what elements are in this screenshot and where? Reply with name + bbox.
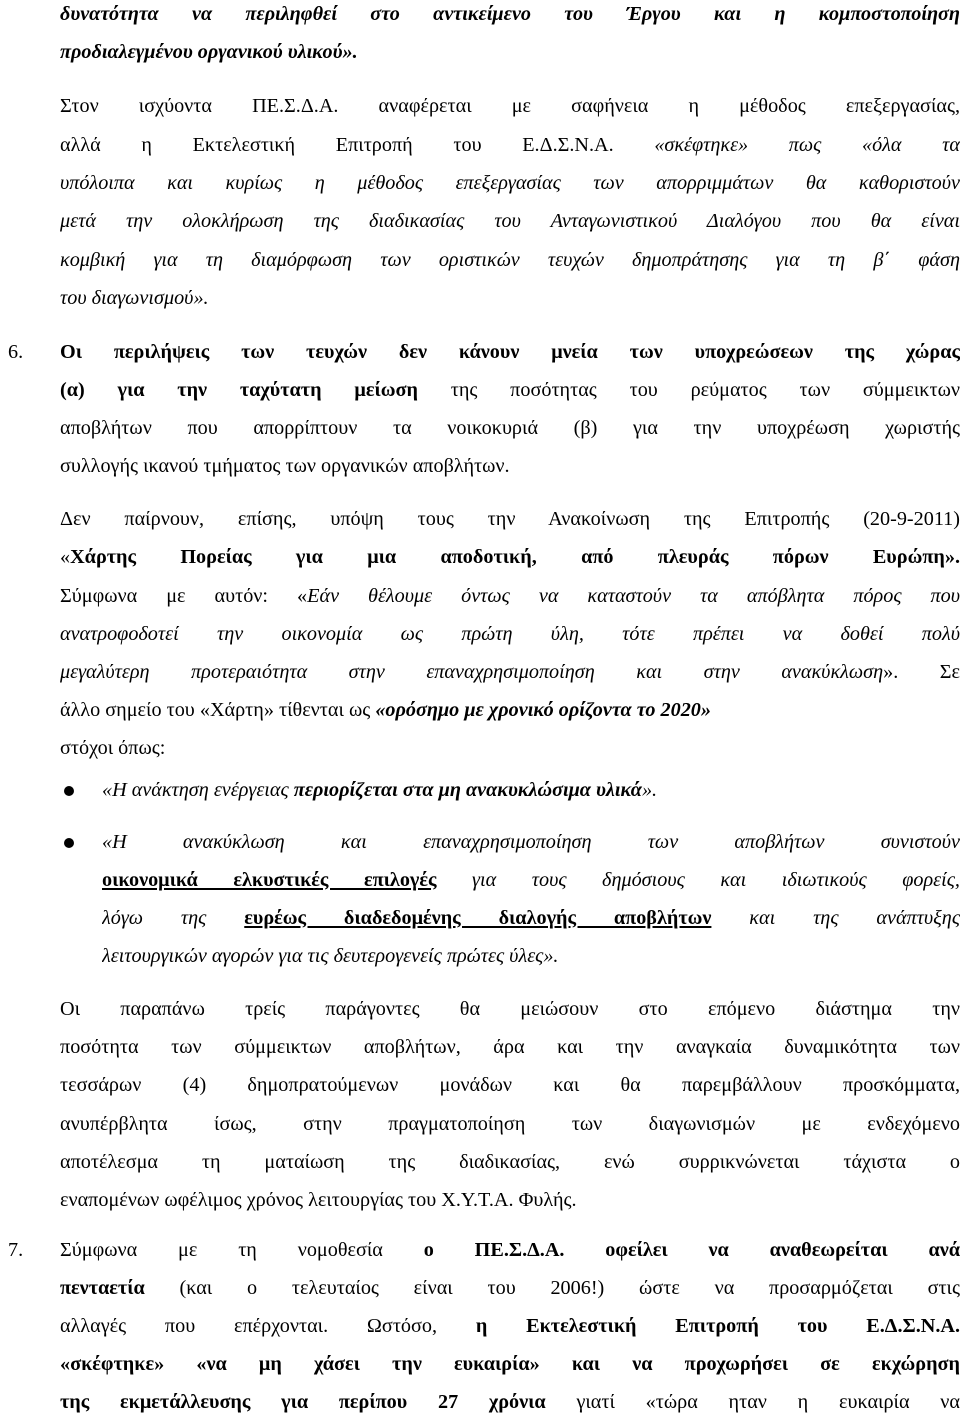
text-run: λόγω της [102, 907, 245, 929]
text-line: μετά την ολοκλήρωση της διαδικασίας του Ανταγωνιστικού Διαλόγου που θα είναι [60, 210, 960, 232]
text-line [60, 698, 960, 722]
text-run: (α) για την ταχύτατη μείωση [60, 379, 418, 401]
text-run: ο ΠΕ.Σ.Δ.Α. οφείλει να αναθεωρείται ανά [423, 1239, 960, 1261]
text-line: του διαγωνισμού». [60, 287, 209, 309]
text-line [60, 545, 960, 569]
text-line: ανατροφοδοτεί την οικονομία ως πρώτη ύλη, τότε πρέπει να δοθεί πολύ [60, 623, 960, 645]
text-line [102, 778, 960, 802]
text-line: «σκέφτηκε» «να μη χάσει την ευκαιρία» και να προχωρήσει σε εκχώρηση [60, 1353, 960, 1375]
text-run: για τους δημόσιους και ιδιωτικούς φορείς, [436, 869, 960, 891]
text-run: άλλο σημείο του «Χάρτη» τίθενται ως [60, 699, 376, 721]
text-run: οικονομικά ελκυστικές επιλογές [102, 869, 437, 891]
text-run: αλλά η Εκτελεστική Επιτροπή του Ε.Δ.Σ.Ν.Α. [60, 134, 655, 156]
text-line: εναπομένων ωφέλιμος χρόνος λειτουργίας του Χ.Υ.Τ.Α. Φυλής. [60, 1189, 577, 1211]
text-line: ανυπέρβλητα ίσως, στην πραγματοποίηση των διαγωνισμών με ενδεχόμενο [60, 1113, 960, 1135]
text-run: μεγαλύτερη προτεραιότητα στην επαναχρησιμοποίηση και στην ανακύκλωση [60, 661, 884, 683]
text-run: Σύμφωνα με τη νομοθεσία [60, 1239, 424, 1261]
text-run: ». Σε [883, 661, 960, 683]
text-line: κομβική για τη διαμόρφωση των οριστικών τευχών δημοπράτησης για τη β΄ φάση [60, 249, 960, 271]
text-line: Δεν παίρνουν, επίσης, υπόψη τους την Ανακοίνωση της Επιτροπής (20-9-2011) [60, 508, 960, 530]
text-line [60, 1390, 960, 1414]
bullet-icon [64, 838, 74, 848]
text-line [60, 133, 960, 157]
text-run: και της ανάπτυξης [711, 907, 960, 929]
text-line: «Η ανακύκλωση και επαναχρησιμοποίηση των αποβλήτων συνιστούν [102, 831, 960, 853]
text-line: τεσσάρων (4) δημοπρατούμενων μονάδων και θα παρεμβάλλουν προσκόμματα, [60, 1074, 960, 1096]
text-run: Σύμφωνα με αυτόν: « [60, 585, 308, 607]
text-run: Εάν θέλουμε όντως να καταστούν τα απόβλητα πόρος που [307, 585, 960, 607]
text-line: στόχοι όπως: [60, 737, 166, 759]
text-run: η Εκτελεστική Επιτροπή του Ε.Δ.Σ.Ν.Α. [475, 1315, 960, 1337]
text-run: αλλαγές που επέρχονται. Ωστόσο, [60, 1315, 476, 1337]
text-run: γιατί «τώρα ηταν η ευκαιρία να [545, 1391, 960, 1413]
text-line [102, 868, 960, 892]
text-line: λειτουργικών αγορών για τις δευτερογενείς πρώτες ύλες». [102, 945, 559, 967]
text-run: περιορίζεται στα μη ανακυκλώσιμα υλικά [293, 779, 642, 801]
text-run: «σκέφτηκε» πως «όλα τα [654, 134, 960, 156]
text-run: «ορόσημο με χρονικό ορίζοντα το 2020» [375, 699, 711, 721]
text-line [60, 1276, 960, 1300]
text-line: αποτέλεσμα τη ματαίωση της διαδικασίας, ενώ συρρικνώνεται τάχιστα ο [60, 1151, 960, 1173]
text-line: Οι περιλήψεις των τευχών δεν κάνουν μνεία των υποχρεώσεων της χώρας [60, 341, 960, 363]
text-run: της εκμετάλλευσης για περίπου 27 χρόνια [60, 1391, 546, 1413]
bullet-icon [64, 786, 74, 796]
text-line [102, 906, 960, 930]
text-line [60, 378, 960, 402]
text-line: Οι παραπάνω τρείς παράγοντες θα μειώσουν στο επόμενο διάστημα την [60, 998, 960, 1020]
text-run: « [60, 546, 71, 568]
text-line: δυνατότητα να περιληφθεί στο αντικείμενο του Έργου και η κομποστοποίηση [60, 3, 960, 25]
text-line [60, 584, 960, 608]
text-line: Στον ισχύοντα ΠΕ.Σ.Δ.Α. αναφέρεται με σαφήνεια η μέθοδος επεξεργασίας, [60, 95, 960, 117]
text-line: συλλογής ικανού τμήματος των οργανικών αποβλήτων. [60, 455, 510, 477]
text-line: προδιαλεγμένου οργανικού υλικού». [60, 41, 358, 63]
text-run: «Η ανάκτηση ενέργειας [102, 779, 294, 801]
text-run: ευρέως διαδεδομένης διαλογής αποβλήτων [244, 907, 712, 929]
text-run: της ποσότητας του ρεύματος των σύμμεικτων [417, 379, 960, 401]
text-run: ». [641, 779, 658, 801]
list-number: 6. [8, 341, 24, 363]
list-number: 7. [8, 1239, 24, 1261]
text-line [60, 1314, 960, 1338]
text-line: υπόλοιπα και κυρίως η μέθοδος επεξεργασίας των απορριμμάτων θα καθοριστούν [60, 172, 960, 194]
text-run: (και ο τελευταίος είναι του 2006!) ώστε να προσαρμόζεται στις [144, 1277, 960, 1299]
text-line [60, 1238, 960, 1262]
text-line: αποβλήτων που απορρίπτουν τα νοικοκυριά (β) για την υποχρέωση χωριστής [60, 417, 960, 439]
text-run: Χάρτης Πορείας για μια αποδοτική, από πλευράς πόρων Ευρώπη». [70, 546, 960, 568]
text-line: ποσότητα των σύμμεικτων αποβλήτων, άρα και την αναγκαία δυναμικότητα των [60, 1036, 960, 1058]
text-line [60, 660, 960, 684]
text-run: πενταετία [60, 1277, 145, 1299]
